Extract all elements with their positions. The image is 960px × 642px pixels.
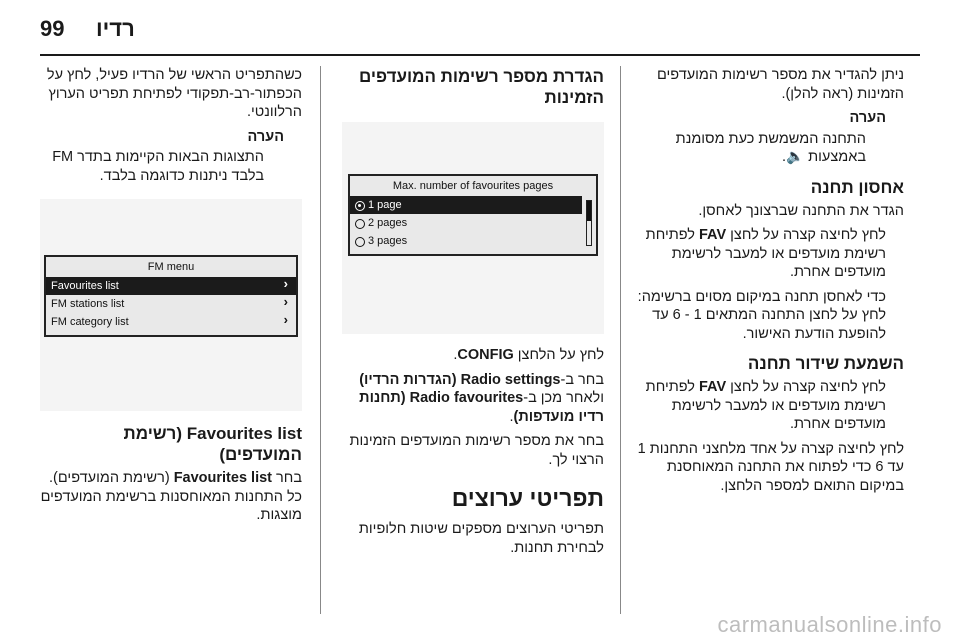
channel-menus-heading: תפריטי ערוצים — [451, 485, 604, 511]
note-label: הערה — [247, 128, 284, 145]
store-step-3: כדי לאחסן תחנה במיקום מסוים ברשימה: לחץ על לחצן התחנה המתאים 1 - 6 עד להופעת הודעת האישור. — [637, 288, 886, 342]
right-column — [636, 66, 904, 501]
page-number: 99 — [40, 16, 65, 41]
radio-selected-icon — [355, 201, 365, 211]
chevron-right-icon: › — [283, 276, 288, 291]
lcd-display — [44, 255, 298, 337]
favourites-list-text: בחר Favourites list (רשימת המועדפים). כל התחנות המאוחסנות ברשימת המועדפים מוצגות. — [40, 470, 302, 523]
favourites-count-heading: הגדרת מספר רשימות המועדפים הזמינות — [358, 67, 604, 107]
chevron-right-icon: › — [283, 312, 288, 327]
lcd-title: Max. number of favourites pages — [392, 180, 554, 192]
note-text: התצוגות הבאות הקיימות בתדר FM בלבד ניתנות כדוגמה בלבד. — [52, 149, 264, 184]
header-rule — [40, 54, 920, 56]
watermark: carmanualsonline.info — [717, 612, 942, 637]
retrieve-step-2: לחץ לחיצה קצרה על אחד מלחצני התחנות 1 עד 6 כדי לפתוח את התחנה המאוחסנת במיקום התואם למספר הלחצן. — [637, 440, 904, 494]
lcd-scrollbar — [586, 200, 592, 246]
store-station-heading: אחסון תחנה — [810, 177, 904, 197]
settings-step: בחר ב-Radio settings (הגדרות הרדיו) ולאחר מכן ב-Radio favourites (תחנות רדיו מועדפות). — [359, 371, 604, 425]
select-count-step: בחר את מספר רשימות המועדפים הזמינות הרצוי לך. — [349, 433, 604, 468]
lcd-display — [348, 174, 598, 256]
favourites-list-heading: Favourites list (רשימת המועדפים) — [123, 424, 302, 464]
retrieve-station-heading: השמעת שידור תחנה — [747, 354, 904, 373]
radio-icon — [355, 219, 365, 229]
favourites-pages-screen — [342, 122, 604, 334]
radio-icon — [355, 237, 365, 247]
lcd-option-1[interactable]: 1 page — [350, 196, 582, 214]
speaker-icon: 🔈 — [786, 149, 805, 165]
config-step: לחץ על הלחצן CONFIG. — [453, 347, 604, 363]
intro-paragraph: ניתן להגדיר את מספר רשימות המועדפים הזמינות (ראה להלן). — [656, 67, 904, 102]
lcd-option-2[interactable]: 2 pages — [350, 214, 596, 232]
note-text: התחנה המשמשת כעת מסומנת באמצעות 🔈. — [675, 130, 866, 165]
channel-menus-text: תפריטי הערוצים מספקים שיטות חלופיות לבחירת תחנות. — [358, 521, 604, 556]
retrieve-step-1: לחץ לחיצה קצרה על לחצן FAV לפתיחת רשימת מועדפים או למעבר לרשימת מועדפים אחרת. — [645, 379, 886, 432]
note-label: הערה — [849, 110, 886, 126]
page-title: רדיו — [96, 16, 135, 41]
menu-item-favourites-list[interactable]: Favourites list › — [46, 277, 296, 295]
fm-menu-screen — [40, 199, 302, 411]
store-step-1: הגדר את התחנה שברצונך לאחסן. — [698, 202, 904, 219]
left-column — [40, 66, 302, 531]
menu-item-fm-stations-list[interactable]: FM stations list › — [51, 294, 288, 310]
menu-item-fm-category-list[interactable]: FM category list › — [51, 312, 288, 328]
menu-intro: כשהתפריט הראשי של הרדיו פעיל, לחץ על הכפתור-רב-תפקודי לפתיחת תפריט הערוץ הרלוונטי. — [46, 67, 302, 120]
column-divider-left — [320, 66, 321, 614]
lcd-option-3[interactable]: 3 pages — [350, 232, 596, 250]
chevron-right-icon: › — [283, 294, 288, 309]
column-divider-right — [620, 66, 621, 614]
store-step-2: לחץ לחיצה קצרה על לחצן FAV לפתיחת רשימת מועדפים או למעבר לרשימת מועדפים אחרת. — [645, 227, 886, 280]
page-header — [0, 0, 960, 58]
middle-column — [340, 66, 604, 563]
lcd-title: FM menu — [147, 261, 195, 273]
